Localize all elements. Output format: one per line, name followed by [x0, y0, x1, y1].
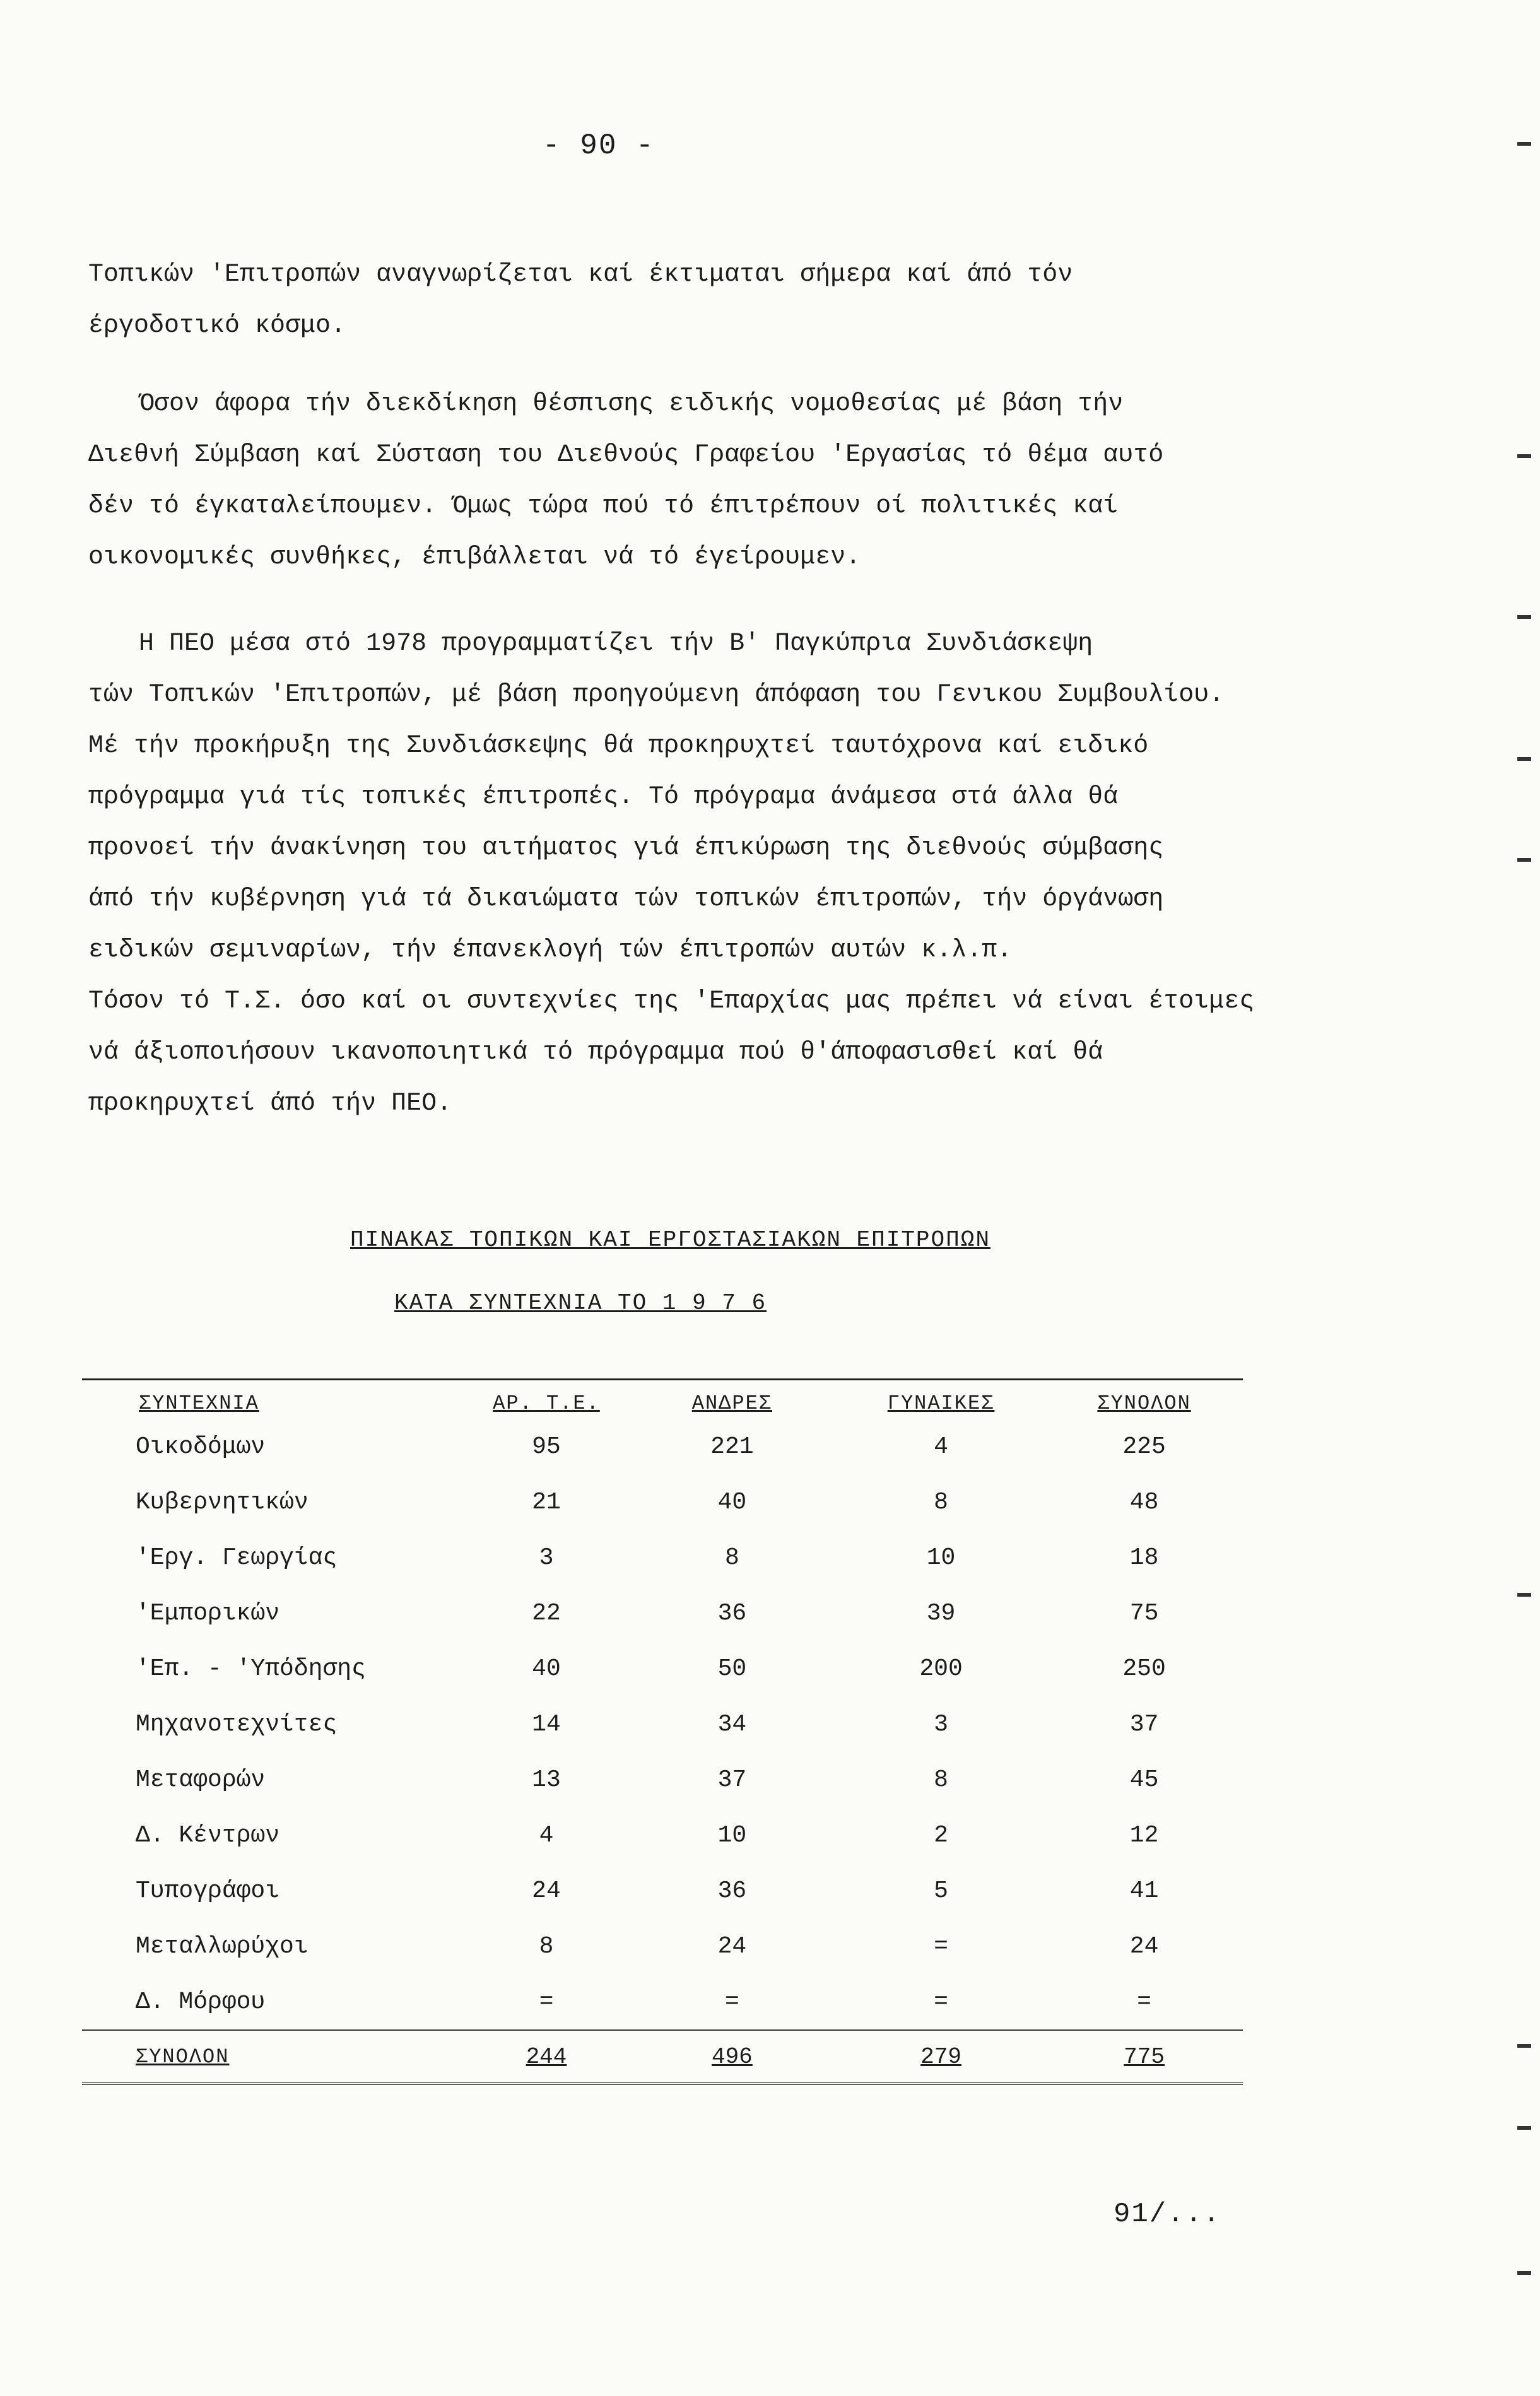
- cell-total: =: [1045, 1974, 1243, 2030]
- margin-mark: [1517, 615, 1531, 619]
- margin-mark: [1517, 2044, 1531, 2048]
- committees-table: [82, 1378, 1243, 2085]
- cell-total: 12: [1129, 1821, 1159, 1849]
- cell-union: Οικοδόμων: [136, 1433, 266, 1460]
- table-row: [82, 1863, 1243, 1918]
- text-line: Τόσον τό Τ.Σ. όσο καί οι συντεχνίες της 'Επαρχίας μας πρέπει νά είναι έτοιμες: [88, 987, 1255, 1016]
- margin-mark: [1517, 757, 1531, 761]
- cell-union: 'Επ. - 'Υπόδησης: [136, 1655, 366, 1682]
- margin-mark: [1517, 142, 1531, 146]
- cell-committees: 14: [532, 1710, 561, 1738]
- cell-committees: 8: [539, 1932, 554, 1960]
- cell-union: Κυβερνητικών: [136, 1488, 309, 1516]
- text-line: προνοεί τήν άνακίνηση του αιτήματος γιά έπικύρωση της διεθνούς σύμβασης: [88, 834, 1164, 862]
- header-committees: ΑΡ. Τ.Ε.: [465, 1380, 628, 1419]
- table-row: [82, 1752, 1243, 1807]
- cell-men: 10: [717, 1821, 747, 1849]
- cell-union: Μηχανοτεχνίτες: [136, 1710, 338, 1738]
- cell-committees: 21: [532, 1488, 561, 1516]
- cell-union: 'Εμπορικών: [136, 1599, 280, 1627]
- table-row: [82, 1974, 1243, 2030]
- cell-women: 10: [926, 1544, 956, 1571]
- cell-union: 'Εργ. Γεωργίας: [136, 1544, 338, 1571]
- margin-mark: [1517, 2271, 1531, 2275]
- cell-women: 200: [919, 1655, 963, 1682]
- cell-total: 37: [1129, 1710, 1159, 1738]
- text-line: άπό τήν κυβέρνηση γιά τά δικαιώματα τών τοπικών έπιτροπών, τήν όργάνωση: [88, 885, 1164, 913]
- margin-mark: [1517, 858, 1531, 862]
- cell-women: 2: [934, 1821, 948, 1849]
- text-line: πρόγραμμα γιά τίς τοπικές έπιτροπές. Τό πρόγραμα άνάμεσα στά άλλα θά: [88, 783, 1119, 811]
- text-line: οικονομικές συνθήκες, έπιβάλλεται νά τό έγείρουμεν.: [88, 543, 861, 572]
- table-row: [82, 1474, 1243, 1530]
- cell-total: 18: [1129, 1544, 1159, 1571]
- text-line: Όσον άφορα τήν διεκδίκηση θέσπισης ειδικής νομοθεσίας μέ βάση τήν: [139, 390, 1124, 418]
- cell-men: 34: [717, 1710, 747, 1738]
- cell-committees: 95: [532, 1433, 561, 1460]
- cell-women: 39: [926, 1599, 956, 1627]
- cell-total: 75: [1129, 1599, 1159, 1627]
- text-line: Μέ τήν προκήρυξη της Συνδιάσκεψης θά προκηρυχτεί ταυτόχρονα καί ειδικό: [88, 732, 1149, 760]
- totals-overall: 775: [1045, 2030, 1243, 2084]
- cell-women: 4: [934, 1433, 948, 1460]
- text-line: Τοπικών 'Επιτροπών αναγνωρίζεται καί έκτιμαται σήμερα καί άπό τόν: [88, 261, 1073, 289]
- cell-union: Δ. Μόρφου: [82, 1974, 465, 2030]
- cell-total: 24: [1129, 1932, 1159, 1960]
- table-row: [82, 1641, 1243, 1696]
- cell-men: 221: [710, 1433, 754, 1460]
- paragraph-2: [88, 379, 1337, 583]
- text-line: νά άξιοποιήσουν ικανοποιητικά τό πρόγραμμα πού θ'άποφασισθεί καί θά: [88, 1038, 1103, 1067]
- text-line: προκηρυχτεί άπό τήν ΠΕΟ.: [88, 1089, 452, 1118]
- page-number: - 90 -: [543, 129, 655, 162]
- cell-men: 37: [717, 1766, 747, 1794]
- table-row: [82, 1918, 1243, 1974]
- header-union: ΣΥΝΤΕΧΝΙΑ: [82, 1380, 465, 1419]
- paragraph-3: [88, 618, 1337, 1129]
- text-line: ειδικών σεμιναρίων, τήν έπανεκλογή τών έπιτροπών αυτών κ.λ.π.: [88, 936, 1013, 965]
- cell-committees: 22: [532, 1599, 561, 1627]
- cell-union: Μεταφορών: [136, 1766, 266, 1794]
- text-line: δέν τό έγκαταλείπουμεν. Όμως τώρα πού τό έπιτρέπουν οί πολιτικές καί: [88, 492, 1119, 520]
- cell-committees: 40: [532, 1655, 561, 1682]
- cell-women: =: [934, 1932, 948, 1960]
- totals-women: 279: [837, 2030, 1045, 2084]
- cell-men: 24: [717, 1932, 747, 1960]
- cell-total: 41: [1129, 1877, 1159, 1905]
- header-men: ΑΝΔΡΕΣ: [628, 1380, 837, 1419]
- margin-mark: [1517, 454, 1531, 458]
- cell-total: 45: [1129, 1766, 1159, 1794]
- cell-union: Τυπογράφοι: [136, 1877, 280, 1905]
- totals-men: 496: [628, 2030, 837, 2084]
- cell-men: =: [628, 1974, 837, 2030]
- cell-women: =: [837, 1974, 1045, 2030]
- cell-men: 8: [724, 1544, 739, 1571]
- cell-total: 250: [1122, 1655, 1166, 1682]
- cell-committees: 3: [539, 1544, 554, 1571]
- cell-committees: 4: [539, 1821, 554, 1849]
- cell-men: 36: [717, 1599, 747, 1627]
- cell-committees: =: [465, 1974, 628, 2030]
- cell-men: 50: [717, 1655, 747, 1682]
- cell-committees: 24: [532, 1877, 561, 1905]
- cell-women: 8: [934, 1488, 948, 1516]
- cell-women: 3: [934, 1710, 948, 1738]
- text-line: Η ΠΕΟ μέσα στό 1978 προγραμματίζει τήν Β' Παγκύπρια Συνδιάσκεψη: [139, 630, 1093, 658]
- table-subtitle: ΚΑΤΑ ΣΥΝΤΕΧΝΙΑ ΤΟ 1 9 7 6: [394, 1290, 767, 1316]
- header-women: ΓΥΝΑΙΚΕΣ: [837, 1380, 1045, 1419]
- table-row: [82, 1585, 1243, 1641]
- table-totals-row: [82, 2030, 1243, 2084]
- table-header-row: [82, 1380, 1243, 1419]
- continuation-marker: 91/...: [1114, 2199, 1221, 2230]
- table-row: [82, 1807, 1243, 1863]
- table-row: [82, 1419, 1243, 1474]
- totals-label: ΣΥΝΟΛΟΝ: [82, 2030, 465, 2084]
- table-title: ΠΙΝΑΚΑΣ ΤΟΠΙΚΩΝ ΚΑΙ ΕΡΓΟΣΤΑΣΙΑΚΩΝ ΕΠΙΤΡΟΠΩΝ: [350, 1227, 990, 1253]
- header-total: ΣΥΝΟΛΟΝ: [1045, 1380, 1243, 1419]
- cell-men: 36: [717, 1877, 747, 1905]
- cell-union: Μεταλλωρύχοι: [136, 1932, 309, 1960]
- margin-mark: [1517, 1593, 1531, 1597]
- table-row: [82, 1530, 1243, 1585]
- cell-women: 5: [934, 1877, 948, 1905]
- text-line: Διεθνή Σύμβαση καί Σύσταση του Διεθνούς Γραφείου 'Εργασίας τό θέμα αυτό: [88, 441, 1164, 469]
- cell-union: Δ. Κέντρων: [136, 1821, 280, 1849]
- totals-committees: 244: [465, 2030, 628, 2084]
- text-line: τών Τοπικών 'Επιτροπών, μέ βάση προηγούμενη άπόφαση του Γενικου Συμβουλίου.: [88, 681, 1225, 709]
- table-row: [82, 1696, 1243, 1752]
- cell-women: 8: [934, 1766, 948, 1794]
- cell-total: 48: [1129, 1488, 1159, 1516]
- paragraph-1: [88, 249, 1337, 351]
- cell-committees: 13: [532, 1766, 561, 1794]
- margin-mark: [1517, 2126, 1531, 2130]
- cell-total: 225: [1122, 1433, 1166, 1460]
- cell-men: 40: [717, 1488, 747, 1516]
- text-line: έργοδοτικό κόσμο.: [88, 312, 346, 340]
